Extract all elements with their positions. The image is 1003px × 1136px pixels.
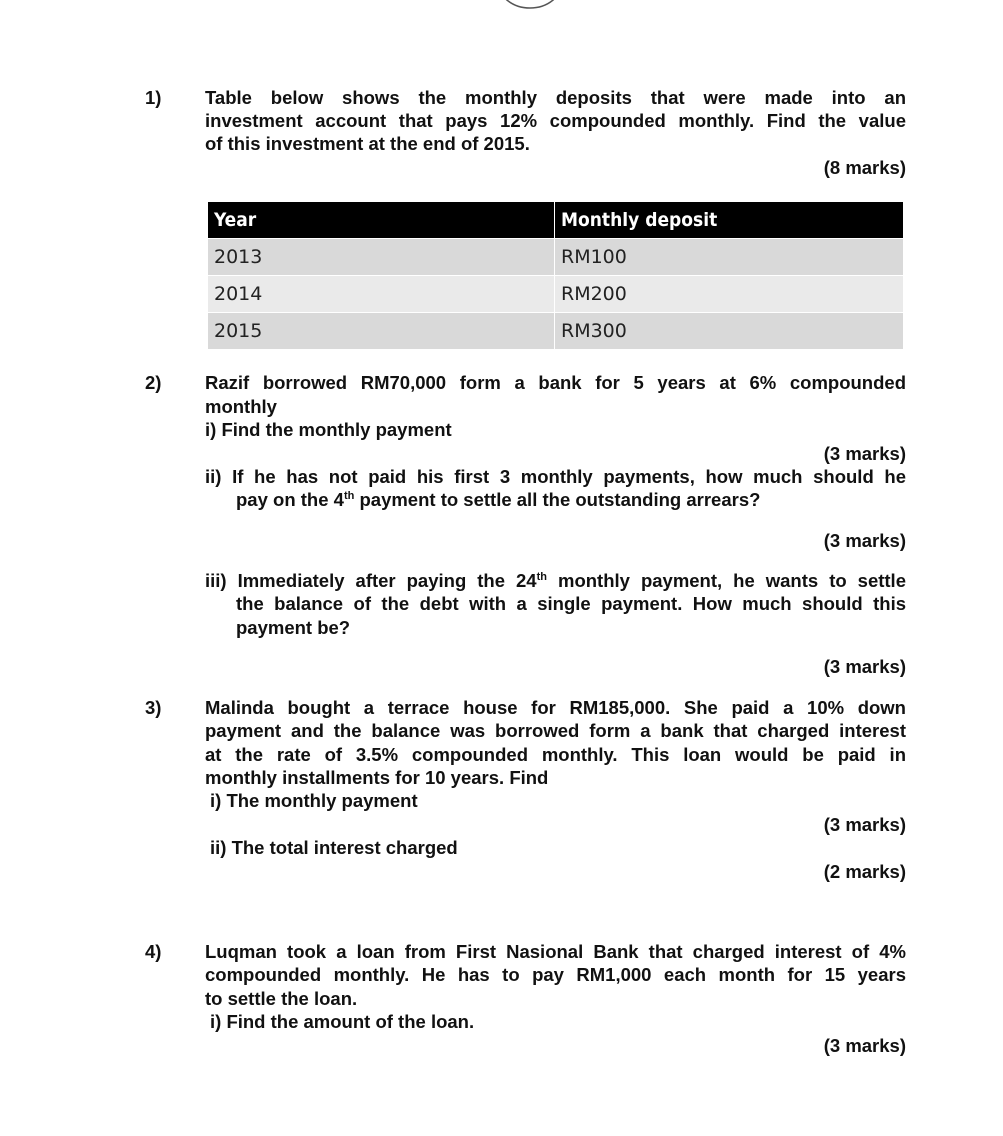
question-4-part-i-marks: (3 marks) xyxy=(823,1035,906,1056)
question-4-line-1: Luqman took a loan from First Nasional Bank that charged interest of 4% xyxy=(205,941,906,962)
question-4-number: 4) xyxy=(145,941,162,962)
question-1-line-3: of this investment at the end of 2015. xyxy=(205,133,530,154)
question-2-part-iii-line-1: iii) Immediately after paying the 24th monthly payment, he wants to settle xyxy=(205,570,906,591)
table-row xyxy=(208,239,904,276)
cell-deposit: RM100 xyxy=(555,239,904,276)
question-2-part-iii-marks: (3 marks) xyxy=(823,656,906,677)
question-2-part-i: i) Find the monthly payment xyxy=(205,419,452,440)
question-3-part-i: i) The monthly payment xyxy=(210,790,418,811)
question-2-part-ii-line-1: ii) If he has not paid his first 3 monthly payments, how much should he xyxy=(205,466,906,487)
question-2-part-iii-line-2: the balance of the debt with a single payment. How much should this xyxy=(236,593,906,614)
question-2-part-ii-marks: (3 marks) xyxy=(823,530,906,551)
question-3-part-ii-marks: (2 marks) xyxy=(823,861,906,882)
question-2-line-1: Razif borrowed RM70,000 form a bank for 5 years at 6% compounded xyxy=(205,372,906,393)
cell-deposit: RM200 xyxy=(555,276,904,313)
cell-year: 2013 xyxy=(208,239,555,276)
question-2-line-2: monthly xyxy=(205,396,277,417)
question-4-line-3: to settle the loan. xyxy=(205,988,358,1009)
cell-deposit: RM300 xyxy=(555,313,904,350)
cell-year: 2014 xyxy=(208,276,555,313)
question-1-number: 1) xyxy=(145,87,162,108)
table-header-row xyxy=(208,202,904,239)
question-1-line-1: Table below shows the monthly deposits that were made into an xyxy=(205,87,906,108)
header-year: Year xyxy=(208,202,555,239)
question-2-part-iii-line-3: payment be? xyxy=(236,617,351,638)
question-3-number: 3) xyxy=(145,697,162,718)
header-monthly-deposit: Monthly deposit xyxy=(555,202,904,239)
question-1-marks: (8 marks) xyxy=(823,157,906,178)
question-2-part-i-marks: (3 marks) xyxy=(823,443,906,464)
question-4-part-i: i) Find the amount of the loan. xyxy=(210,1011,475,1032)
question-3-line-1: Malinda bought a terrace house for RM185,000. She paid a 10% down xyxy=(205,697,906,718)
question-3-part-i-marks: (3 marks) xyxy=(823,814,906,835)
question-3-line-3: at the rate of 3.5% compounded monthly. This loan would be paid in xyxy=(205,744,906,765)
question-4-line-2: compounded monthly. He has to pay RM1,000 each month for 15 years xyxy=(205,964,906,985)
question-3-line-4: monthly installments for 10 years. Find xyxy=(205,767,549,788)
question-3-line-2: payment and the balance was borrowed form a bank that charged interest xyxy=(205,720,906,741)
question-3-part-ii: ii) The total interest charged xyxy=(210,837,458,858)
table-row xyxy=(208,313,904,350)
question-1-line-2: investment account that pays 12% compounded monthly. Find the value xyxy=(205,110,906,131)
question-2-part-ii-line-2: pay on the 4th payment to settle all the outstanding arrears? xyxy=(236,489,761,510)
institution-logo-icon xyxy=(495,0,565,22)
table-row xyxy=(208,276,904,313)
question-2-number: 2) xyxy=(145,372,162,393)
cell-year: 2015 xyxy=(208,313,555,350)
deposits-table xyxy=(207,201,904,350)
